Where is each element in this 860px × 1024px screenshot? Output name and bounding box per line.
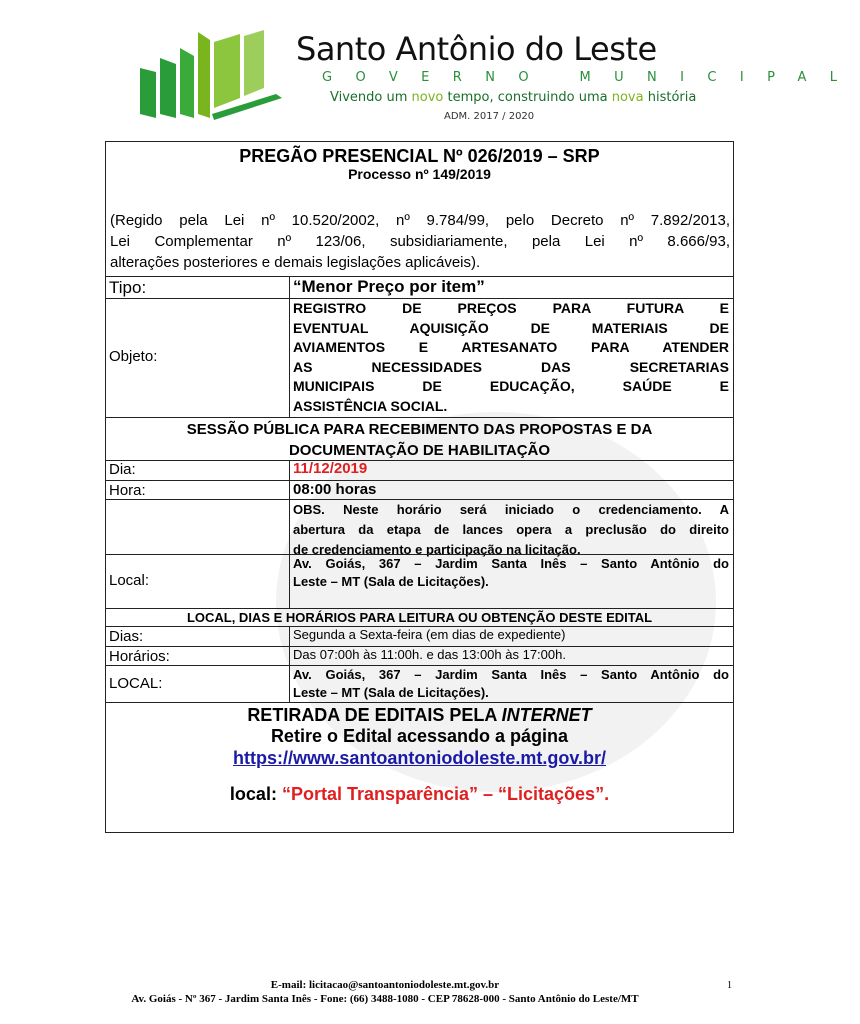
horarios-label: Horários:	[109, 648, 170, 665]
hora-label: Hora:	[109, 482, 146, 499]
processo-number: Processo nº 149/2019	[348, 166, 491, 182]
objeto-label: Objeto:	[109, 348, 158, 365]
local-address-line: Av. Goiás, 367 – Jardim Santa Inês – Santo Antônio do	[293, 556, 729, 571]
local2-label: LOCAL:	[109, 675, 163, 692]
legal-basis-text	[110, 210, 730, 273]
page-number: 1	[727, 980, 732, 991]
objeto-line: ASSISTÊNCIA SOCIAL.	[293, 397, 448, 414]
local-address	[293, 555, 729, 591]
retirada-heading	[106, 705, 733, 726]
dias-value: Segunda a Sexta-feira (em dias de expediente)	[293, 627, 566, 642]
footer-email: E-mail: licitacao@santoantoniodoleste.mt.gov.br	[270, 979, 500, 991]
objeto-line: EVENTUAL AQUISIÇÃO DE MATERIAIS DE	[293, 319, 729, 336]
slogan-part: história	[643, 90, 697, 105]
legal-basis-line: Lei Complementar nº 123/06, subsidiariamente, pela Lei nº 8.666/93,	[110, 233, 730, 250]
sessao-heading-line: DOCUMENTAÇÃO DE HABILITAÇÃO	[288, 442, 551, 459]
sessao-heading	[106, 419, 733, 461]
divider	[106, 608, 733, 609]
footer-address: Av. Goiás - Nº 367 - Jardim Santa Inês - Fone: (66) 3488-1080 - CEP 78628-000 - Santo Antônio do Leste/MT	[131, 993, 639, 1005]
slogan-part: Vivendo um	[330, 90, 412, 105]
edital-box	[105, 141, 734, 833]
edital-url-link[interactable]: https://www.santoantoniodoleste.mt.gov.br/	[233, 748, 606, 768]
leitura-heading: LOCAL, DIAS E HORÁRIOS PARA LEITURA OU OBTENÇÃO DESTE EDITAL	[186, 610, 653, 625]
retire-text: Retire o Edital acessando a página	[270, 726, 569, 746]
obs-note	[293, 500, 729, 560]
dia-label: Dia:	[109, 461, 136, 478]
local2-address	[293, 666, 729, 702]
obs-line: abertura da etapa de lances opera a preclusão do direito	[293, 522, 729, 537]
brand-slogan	[330, 90, 696, 105]
brand-subtitle: GOVERNO MUNICIPAL	[322, 70, 860, 85]
portal-location-name: “Portal Transparência” – “Licitações”.	[281, 784, 610, 804]
horarios-value: Das 07:00h às 11:00h. e das 13:00h às 17:00h.	[293, 647, 566, 662]
letterhead	[0, 0, 860, 135]
objeto-line: AVIAMENTOS E ARTESANATO PARA ATENDER	[293, 339, 729, 355]
local2-address-line: Av. Goiás, 367 – Jardim Santa Inês – Santo Antônio do	[293, 667, 729, 682]
column-divider	[289, 460, 290, 608]
tipo-label: Tipo:	[109, 278, 147, 297]
dia-value: 11/12/2019	[293, 460, 368, 477]
brand-name: Santo Antônio do Leste	[296, 30, 657, 68]
objeto-line: REGISTRO DE PREÇOS PARA FUTURA E	[293, 300, 729, 316]
portal-location	[106, 784, 733, 805]
obs-line: de credenciamento e participação na licitação.	[293, 542, 581, 557]
divider	[106, 702, 733, 703]
objeto-line: MUNICIPAIS DE EDUCAÇÃO, SAÚDE E	[293, 378, 729, 394]
edital-url-row	[106, 748, 733, 769]
obs-line: OBS. Neste horário será iniciado o credenciamento. A	[293, 502, 729, 517]
objeto-line: AS NECESSIDADES DAS SECRETARIAS	[293, 358, 729, 375]
administration-period: ADM. 2017 / 2020	[444, 111, 535, 122]
hora-value: 08:00 horas	[293, 481, 377, 498]
local2-address-line: Leste – MT (Sala de Licitações).	[293, 685, 489, 700]
column-divider	[289, 626, 290, 702]
page-title: PREGÃO PRESENCIAL Nº 026/2019 – SRP	[239, 146, 600, 166]
legal-basis-line: alterações posteriores e demais legislações aplicáveis).	[110, 254, 481, 271]
book-logo-icon	[136, 28, 286, 120]
divider	[106, 417, 733, 418]
portal-location-prefix: local:	[229, 784, 282, 804]
local-address-line: Leste – MT (Sala de Licitações).	[293, 574, 489, 589]
dias-label: Dias:	[109, 628, 144, 645]
legal-basis-line: (Regido pela Lei nº 10.520/2002, nº 9.784/99, pelo Decreto nº 7.892/2013,	[110, 212, 730, 229]
slogan-highlight: nova	[611, 90, 644, 105]
tipo-value: “Menor Preço por item”	[293, 277, 485, 296]
objeto-text	[293, 299, 729, 416]
retirada-text: RETIRADA DE EDITAIS PELA	[247, 705, 502, 725]
retirada-internet: INTERNET	[501, 705, 592, 725]
slogan-part: tempo, construindo uma	[443, 90, 612, 105]
slogan-highlight: novo	[411, 90, 444, 105]
local-label: Local:	[109, 572, 150, 589]
sessao-heading-line: SESSÃO PÚBLICA PARA RECEBIMENTO DAS PROPOSTAS E DA	[186, 421, 653, 438]
